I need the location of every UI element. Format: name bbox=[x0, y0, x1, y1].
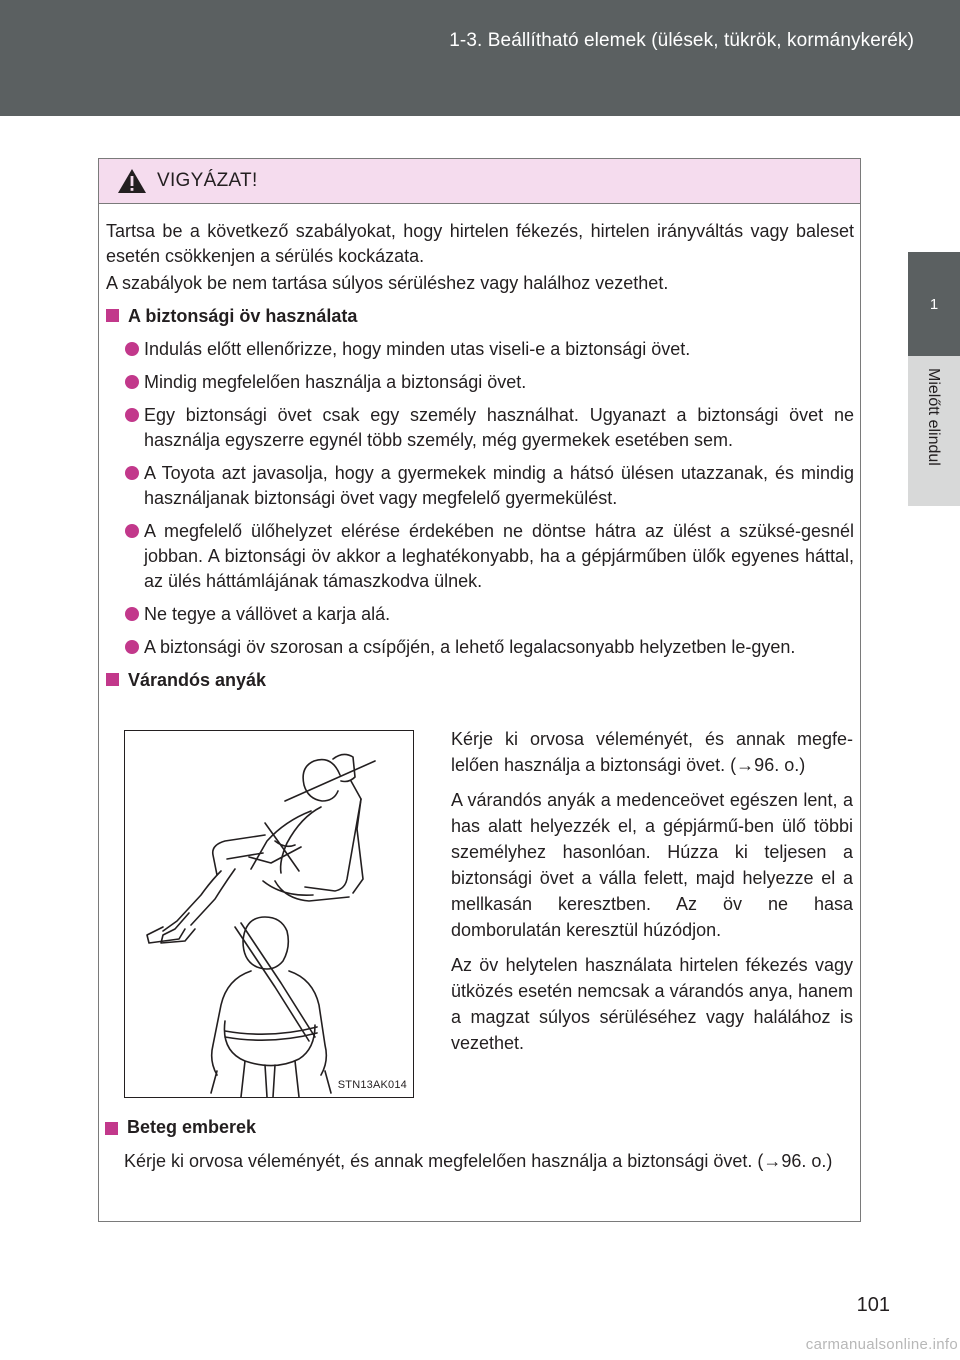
list-item: Ne tegye a vállövet a karja alá. bbox=[106, 602, 854, 627]
circle-bullet-icon bbox=[125, 640, 139, 654]
pregnant-seatbelt-illustration bbox=[124, 730, 414, 1098]
pregnant-paragraph: Kérje ki orvosa véleményét, és annak megfe-lelően használja a biztonsági övet. (→96. o.) bbox=[451, 729, 853, 775]
circle-bullet-icon bbox=[125, 408, 139, 422]
figure-code: STN13AK014 bbox=[337, 1079, 407, 1091]
page-header bbox=[0, 0, 960, 116]
list-item: Indulás előtt ellenőrizze, hogy minden utas viseli-e a biztonsági övet. bbox=[106, 337, 854, 362]
caution-intro: Tartsa be a következő szabályokat, hogy hirtelen fékezés, hirtelen irányváltás vagy baleset esetén csökkenjen a sérülés kockázata. bbox=[106, 221, 854, 266]
caution-intro-warning: A szabályok be nem tartása súlyos sérüléshez vagy halálhoz vezethet. bbox=[106, 273, 669, 293]
section-heading-text: A biztonsági öv használata bbox=[128, 306, 358, 326]
square-bullet-icon bbox=[106, 309, 119, 322]
watermark: carmanualsonline.info bbox=[805, 1336, 958, 1353]
section-heading-text: Várandós anyák bbox=[128, 670, 267, 690]
section-heading-pregnant bbox=[106, 668, 854, 693]
circle-bullet-icon bbox=[125, 524, 139, 538]
circle-bullet-icon bbox=[125, 607, 139, 621]
chapter-tab-number: 1 bbox=[908, 252, 960, 356]
list-item: A Toyota azt javasolja, hogy a gyermekek mindig a hátsó ülésen utazzanak, és mindig használjanak biztonsági övet vagy megfelelő gyermekülést. bbox=[106, 461, 854, 511]
pregnant-guidance-text bbox=[451, 726, 853, 1056]
section-heading-belt-use bbox=[106, 304, 854, 329]
section-title: 1-3. Beállítható elemek (ülések, tükrök, kormánykerék) bbox=[449, 30, 914, 51]
chapter-tab-label bbox=[908, 356, 960, 506]
circle-bullet-icon bbox=[125, 342, 139, 356]
square-bullet-icon bbox=[105, 1122, 118, 1135]
warning-triangle-icon bbox=[117, 168, 147, 194]
pregnant-paragraph: Az öv helytelen használata hirtelen fékezés vagy ütközés esetén nemcsak a várandós anya, hanem a magzat súlyos sérüléséhez vagy halálához is vezethet. bbox=[451, 955, 853, 1053]
page-number: 101 bbox=[856, 1294, 890, 1316]
chapter-tab-label-text: Mielőtt elindul bbox=[925, 368, 942, 466]
list-item: A megfelelő ülőhelyzet elérése érdekében ne döntse hátra az ülést a szüksé-gesnél jobban. A biztonsági öv akkor a leghatékonyabb, ha a gépjárműben ülők egyenes háttal, az ülés háttámlájának támaszkodva ülnek. bbox=[106, 519, 854, 594]
caution-body bbox=[106, 219, 854, 693]
sick-guidance-text: Kérje ki orvosa véleményét, és annak megfelelően használja a biztonsági övet. (→96. o.) bbox=[124, 1151, 833, 1171]
list-item: A biztonsági öv szorosan a csípőjén, a lehető legalacsonyabb helyzetben le-gyen. bbox=[106, 635, 854, 660]
square-bullet-icon bbox=[106, 673, 119, 686]
section-heading-text: Beteg emberek bbox=[127, 1117, 257, 1137]
circle-bullet-icon bbox=[125, 466, 139, 480]
seatbelt-figure-drawing bbox=[125, 731, 413, 1097]
caution-header bbox=[99, 159, 860, 204]
list-item: Egy biztonsági övet csak egy személy használhat. Ugyanazt a biztonsági övet ne használja egyszerre egynél több személy, még gyermekek esetében sem. bbox=[106, 403, 854, 453]
belt-rules-list bbox=[106, 337, 854, 660]
circle-bullet-icon bbox=[125, 375, 139, 389]
pregnant-paragraph: A várandós anyák a medenceövet egészen lent, a has alatt helyezzék el, a gépjármű-ben ülő többi személyhez hasonlóan. Húzza ki teljesen a biztonsági övet a válla felett, majd helyezze el a mellkasán keresztben. Az öv ne hasa domborulatán keresztül húzódjon. bbox=[451, 790, 853, 940]
list-item: Mindig megfelelően használja a biztonsági övet. bbox=[106, 370, 854, 395]
caution-title: VIGYÁZAT! bbox=[157, 170, 258, 191]
section-heading-sick bbox=[105, 1117, 256, 1138]
